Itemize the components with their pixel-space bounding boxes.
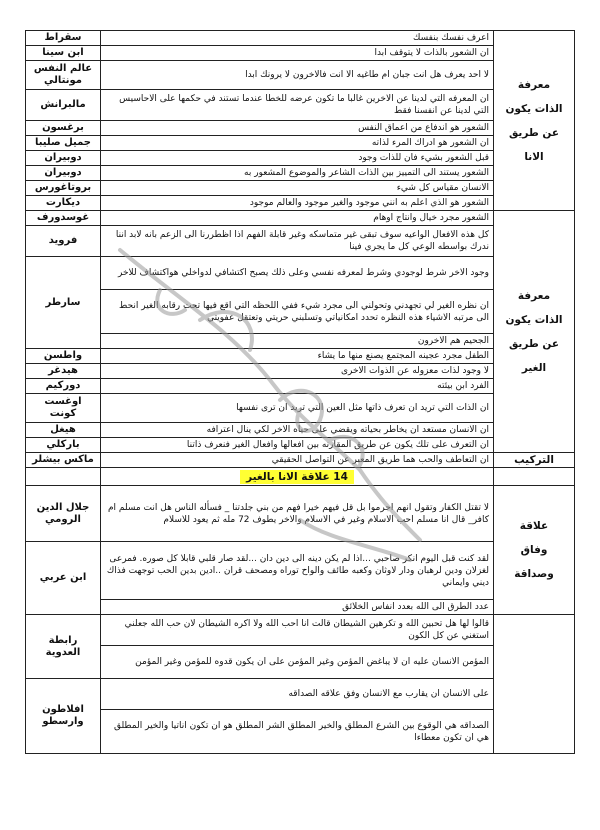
- section-title: 14 علاقة الانا بالغير: [240, 470, 354, 484]
- table-row: [26, 290, 575, 334]
- table-row: [26, 46, 575, 61]
- quote-text: لا وجود لذات معزوله عن الذوات الاخرى: [101, 364, 494, 379]
- quote-text: عدد الطرق الى الله بعدد انفاس الخلائق: [101, 600, 494, 615]
- table-row: [26, 181, 575, 196]
- group-label-self: معرفة الذات يكون عن طريق الانا: [494, 31, 575, 211]
- table-row: [26, 61, 575, 90]
- quote-text: المؤمن الانسان عليه ان لا يباغض المؤمن وغير المؤمن على ان يكون قدوه للمؤمن وغير المؤمن: [101, 646, 494, 679]
- philosopher-name: هيغل: [26, 423, 101, 438]
- table-row: [26, 615, 575, 646]
- quote-text: ان الذات التي تريد ان تعرف ذاتها مثل العين التي تريد ان ترى نفسها: [101, 394, 494, 423]
- quote-text: وجود الاخر شرط لوجودي وشرط لمعرفه نفسي وعلى ذلك يصبح اكتشافي لدواخلي هواكتشاف للاخر: [101, 257, 494, 290]
- table-row: [26, 349, 575, 364]
- table-row: [26, 196, 575, 211]
- table-row: [26, 121, 575, 136]
- group-label-relation: علاقة وفاق وصداقة: [494, 486, 575, 615]
- philosopher-name: ماكس بيشلر: [26, 453, 101, 468]
- philosopher-name: اوغست كونت: [26, 394, 101, 423]
- table-row: [26, 226, 575, 257]
- table-row: [26, 438, 575, 453]
- philosopher-name: غوسدورف: [26, 211, 101, 226]
- table-row: [26, 453, 575, 468]
- group-label-synthesis: التركيب: [494, 453, 575, 468]
- philosopher-name: واطسن: [26, 349, 101, 364]
- table-row: [26, 334, 575, 349]
- quote-text: ان المعرفه التي لدينا عن الاخرين غالبا ما تكون عرضه للخطا عندما تستند في حكمها على الاحاسيس التي لدينا عن انفسنا فقط: [101, 90, 494, 121]
- table-row: [26, 710, 575, 754]
- philosopher-name: ابن سينا: [26, 46, 101, 61]
- philosopher-name: فرويد: [26, 226, 101, 257]
- quote-text: لقد كنت قبل اليوم انكر صاحبي ...اذا لم يكن دينه الى دين دان ...لقد صار قلبي قابلا كل صوره. فمرعى لغزلان ودين لرهبان ودار لاوثان وكعبه طائف والواح توراه ومصحف قران ..ادين بدين الحب توجهت فذاك ديني وايماني: [101, 542, 494, 600]
- table-row: [26, 211, 575, 226]
- quote-text: الشعور هو الذي اعلم به انني موجود والغير موجود والعالم موجود: [101, 196, 494, 211]
- quote-text: ان التعرف على تلك يكون عن طريق المقارنه بين افعالها وافعال الغير فنعرف ذاتنا: [101, 438, 494, 453]
- philosopher-name: ابن عربي: [26, 542, 101, 615]
- philosopher-name: بروتاغورس: [26, 181, 101, 196]
- table-row: [26, 379, 575, 394]
- quote-text: الشعور يستند الى التمييز بين الذات الشاعر والموضوع المشعور به: [101, 166, 494, 181]
- philosopher-name: دوبيران: [26, 151, 101, 166]
- table-row: [26, 90, 575, 121]
- philosopher-name: جميل صليبا: [26, 136, 101, 151]
- table-row: [26, 31, 575, 46]
- philosopher-name: ديكارت: [26, 196, 101, 211]
- philosopher-name: برغسون: [26, 121, 101, 136]
- philosopher-name: دوركيم: [26, 379, 101, 394]
- quote-text: اعرف نفسك بنفسك: [101, 31, 494, 46]
- table-row: [26, 394, 575, 423]
- quote-text: على الانسان ان يقارب مع الانسان وفق علاقه الصداقه: [101, 679, 494, 710]
- quote-text: لا احد يعرف هل انت جبان ام طاغيه الا انت فالاخرون لا يرونك ابدا: [101, 61, 494, 90]
- table-row: [26, 364, 575, 379]
- philosopher-name: هيدغر: [26, 364, 101, 379]
- quote-text: الشعور مجرد خيال وانتاج اوهام: [101, 211, 494, 226]
- quote-text: الجحيم هم الاخرون: [101, 334, 494, 349]
- table-row: [26, 542, 575, 600]
- philosopher-name: سارطر: [26, 257, 101, 349]
- table-row: [26, 151, 575, 166]
- quote-text: ان الشعور بالذات لا يتوقف ابدا: [101, 46, 494, 61]
- table-row: [26, 166, 575, 181]
- philosopher-name: عالم النفس مونتالي: [26, 61, 101, 90]
- philosopher-name: دوبيران: [26, 166, 101, 181]
- philosopher-name: جلال الدين الرومي: [26, 486, 101, 542]
- philosophy-table: [25, 30, 575, 754]
- quote-text: لا تقتل الكفار وتقول انهم اجرموا بل قل فيهم خيرا فهم من بني جلدتنا _ فسأله الناس هل انت مسلم ام كافر_ قال انا مسلم احب الاسلام وغير في الاسلام والاخر يطوف 72 مله ثم يعود للاسلام: [101, 486, 494, 542]
- quote-text: الصداقه هي الوقوع بين الشرع المطلق والخير المطلق الشر المطلق هو ان تكون اناتيا والخير المطلق هي ان تكون معطاءا: [101, 710, 494, 754]
- philosopher-name: افلاطون وارسطو: [26, 679, 101, 754]
- quote-text: قبل الشعور بشيء فان للذات وجود: [101, 151, 494, 166]
- quote-text: الانسان مقياس كل شيء: [101, 181, 494, 196]
- section-header-row: [26, 468, 575, 486]
- quote-text: كل هذه الافعال الواعيه سوف تبقى غير متماسكه وغير قابلة الفهم اذا اظطررنا الى الزعم بانه لابد اننا ندرك بواسطه الوعي كل ما يجري فينا: [101, 226, 494, 257]
- table-row: [26, 600, 575, 615]
- table-row: [26, 136, 575, 151]
- quote-text: ان الشعور هو ادراك المرء لذاته: [101, 136, 494, 151]
- quote-text: الطفل مجرد عجينه المجتمع يصنع منها ما يشاء: [101, 349, 494, 364]
- quote-text: ان الانسان مستعد ان يخاطر بحياته ويقضي على حياه الاخر لكي ينال اعترافه: [101, 423, 494, 438]
- quote-text: ان نظره الغير لي تجهدني وتحولني الى مجرد شيء ففي اللحظه التي اقع فيها تحت رقابه الغير انحط الى مرتبه الاشياء هذه النظره تحدد امكانياتي وتسلبني حريتي وتعتقل عفويتي: [101, 290, 494, 334]
- quote-text: ان التعاطف والحب هما طريق المعبر عن التواصل الحقيقي: [101, 453, 494, 468]
- table-row: [26, 423, 575, 438]
- quote-text: الفرد ابن بيئته: [101, 379, 494, 394]
- philosopher-name: باركلي: [26, 438, 101, 453]
- quote-text: قالوا لها هل تحبين الله و تكرهين الشيطان قالت انا احب الله ولا اكره الشيطان لان حب الله جعلني استغني عن كل الكون: [101, 615, 494, 646]
- philosopher-name: سقراط: [26, 31, 101, 46]
- philosopher-name: مالبرانش: [26, 90, 101, 121]
- group-label-other: معرفة الذات يكون عن طريق الغير: [494, 211, 575, 453]
- table-row: [26, 257, 575, 290]
- philosopher-name: رابطة العدوية: [26, 615, 101, 679]
- quote-text: الشعور هو اندفاع من اعماق النفس: [101, 121, 494, 136]
- table-row: [26, 679, 575, 710]
- table-row: [26, 646, 575, 679]
- table-row: [26, 486, 575, 542]
